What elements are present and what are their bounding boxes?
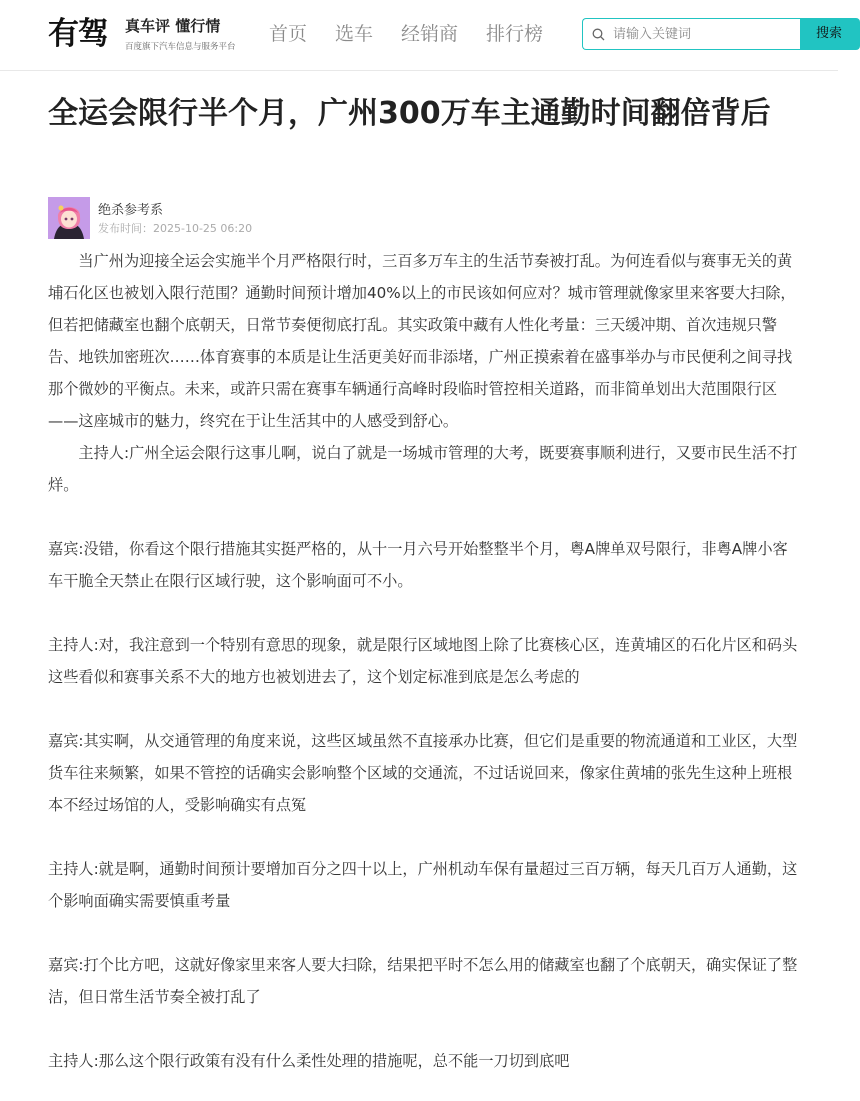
article-paragraph: 嘉宾:其实啊，从交通管理的角度来说，这些区域虽然不直接承办比赛，但它们是重要的物流通道和工业区，大型货车往来频繁，如果不管控的话确实会影响整个区域的交通流，不过话说回来，像家住黄埔的张先生这种上班根本不经过场馆的人，受影响确实有点冤 (48, 732, 798, 814)
article-paragraph: 主持人:就是啊，通勤时间预计要增加百分之四十以上，广州机动车保有量超过三百万辆，每天几百万人通勤，这个影响面确实需要慎重考量 (48, 860, 798, 910)
avatar-image (48, 197, 90, 239)
search-button[interactable]: 搜索 (800, 18, 860, 50)
nav-item-select-car[interactable]: 选车 (335, 23, 374, 45)
article-paragraph: 当广州为迎接全运会实施半个月严格限行时，三百多万车主的生活节奏被打乱。为何连看似与赛事无关的黄埔石化区也被划入限行范围？通勤时间预计增加40%以上的市民该如何应对？城市管理就像家里来客要大扫除，但若把储藏室也翻个底朝天，日常节奏便彻底打乱。其实政策中藏有人性化考量：三天缓冲期、首次违规只警告、地铁加密班次……体育赛事的本质是让生活更美好而非添堵，广州正摸索着在盛事举办与市民便利之间寻找那个微妙的平衡点。未来，或許只需在赛事车辆通行高峰时段临时管控相关道路，而非简单划出大范围限行区——这座城市的魅力，终究在于让生活其中的人感受到舒心。 (48, 252, 796, 430)
article-paragraph: 嘉宾:打个比方吧，这就好像家里来客人要大扫除，结果把平时不怎么用的储藏室也翻了个底朝天，确实保证了整洁，但日常生活节奏全被打乱了 (48, 956, 798, 1006)
search-icon (592, 28, 605, 41)
article-body (48, 245, 800, 1077)
search-input[interactable] (611, 26, 795, 43)
nav-item-home[interactable]: 首页 (269, 23, 308, 45)
publish-time: 发布时间：2025-10-25 06:20 (98, 222, 253, 235)
site-sub-slogan: 百度旗下汽车信息与服务平台 (125, 42, 236, 52)
paragraph-spacer (48, 597, 800, 629)
article-paragraph: 主持人:对，我注意到一个特别有意思的现象，就是限行区域地图上除了比赛核心区，连黄埔区的石化片区和码头这些看似和赛事关系不大的地方也被划进去了，这个划定标准到底是怎么考虑的 (48, 636, 798, 686)
paragraph-spacer (48, 501, 800, 533)
article-title: 全运会限行半个月，广州300万车主通勤时间翻倍背后 (48, 96, 771, 131)
nav-item-dealers[interactable]: 经销商 (401, 23, 459, 45)
site-logo[interactable]: 有驾 (48, 16, 108, 52)
site-header (0, 0, 843, 71)
paragraph-spacer (48, 693, 800, 725)
nav-item-rankings[interactable]: 排行榜 (486, 23, 544, 45)
paragraph-spacer (48, 1013, 800, 1045)
search-box (582, 18, 800, 50)
author-name[interactable]: 绝杀参考系 (98, 203, 164, 218)
site-slogan: 真车评 懂行情 (125, 17, 221, 35)
paragraph-spacer (48, 917, 800, 949)
article-paragraph: 嘉宾:没错，你看这个限行措施其实挺严格的，从十一月六号开始整整半个月，粤A牌单双号限行，非粤A牌小客车干脆全天禁止在限行区域行驶，这个影响面可不小。 (48, 540, 788, 590)
article-paragraph: 主持人:广州全运会限行这事儿啊，说白了就是一场城市管理的大考，既要赛事顺利进行，又要市民生活不打烊。 (48, 444, 798, 494)
author-avatar[interactable] (48, 197, 90, 239)
main-nav (269, 20, 571, 48)
paragraph-spacer (48, 821, 800, 853)
article-paragraph: 主持人:那么这个限行政策有没有什么柔性处理的措施呢，总不能一刀切到底吧 (48, 1052, 570, 1070)
